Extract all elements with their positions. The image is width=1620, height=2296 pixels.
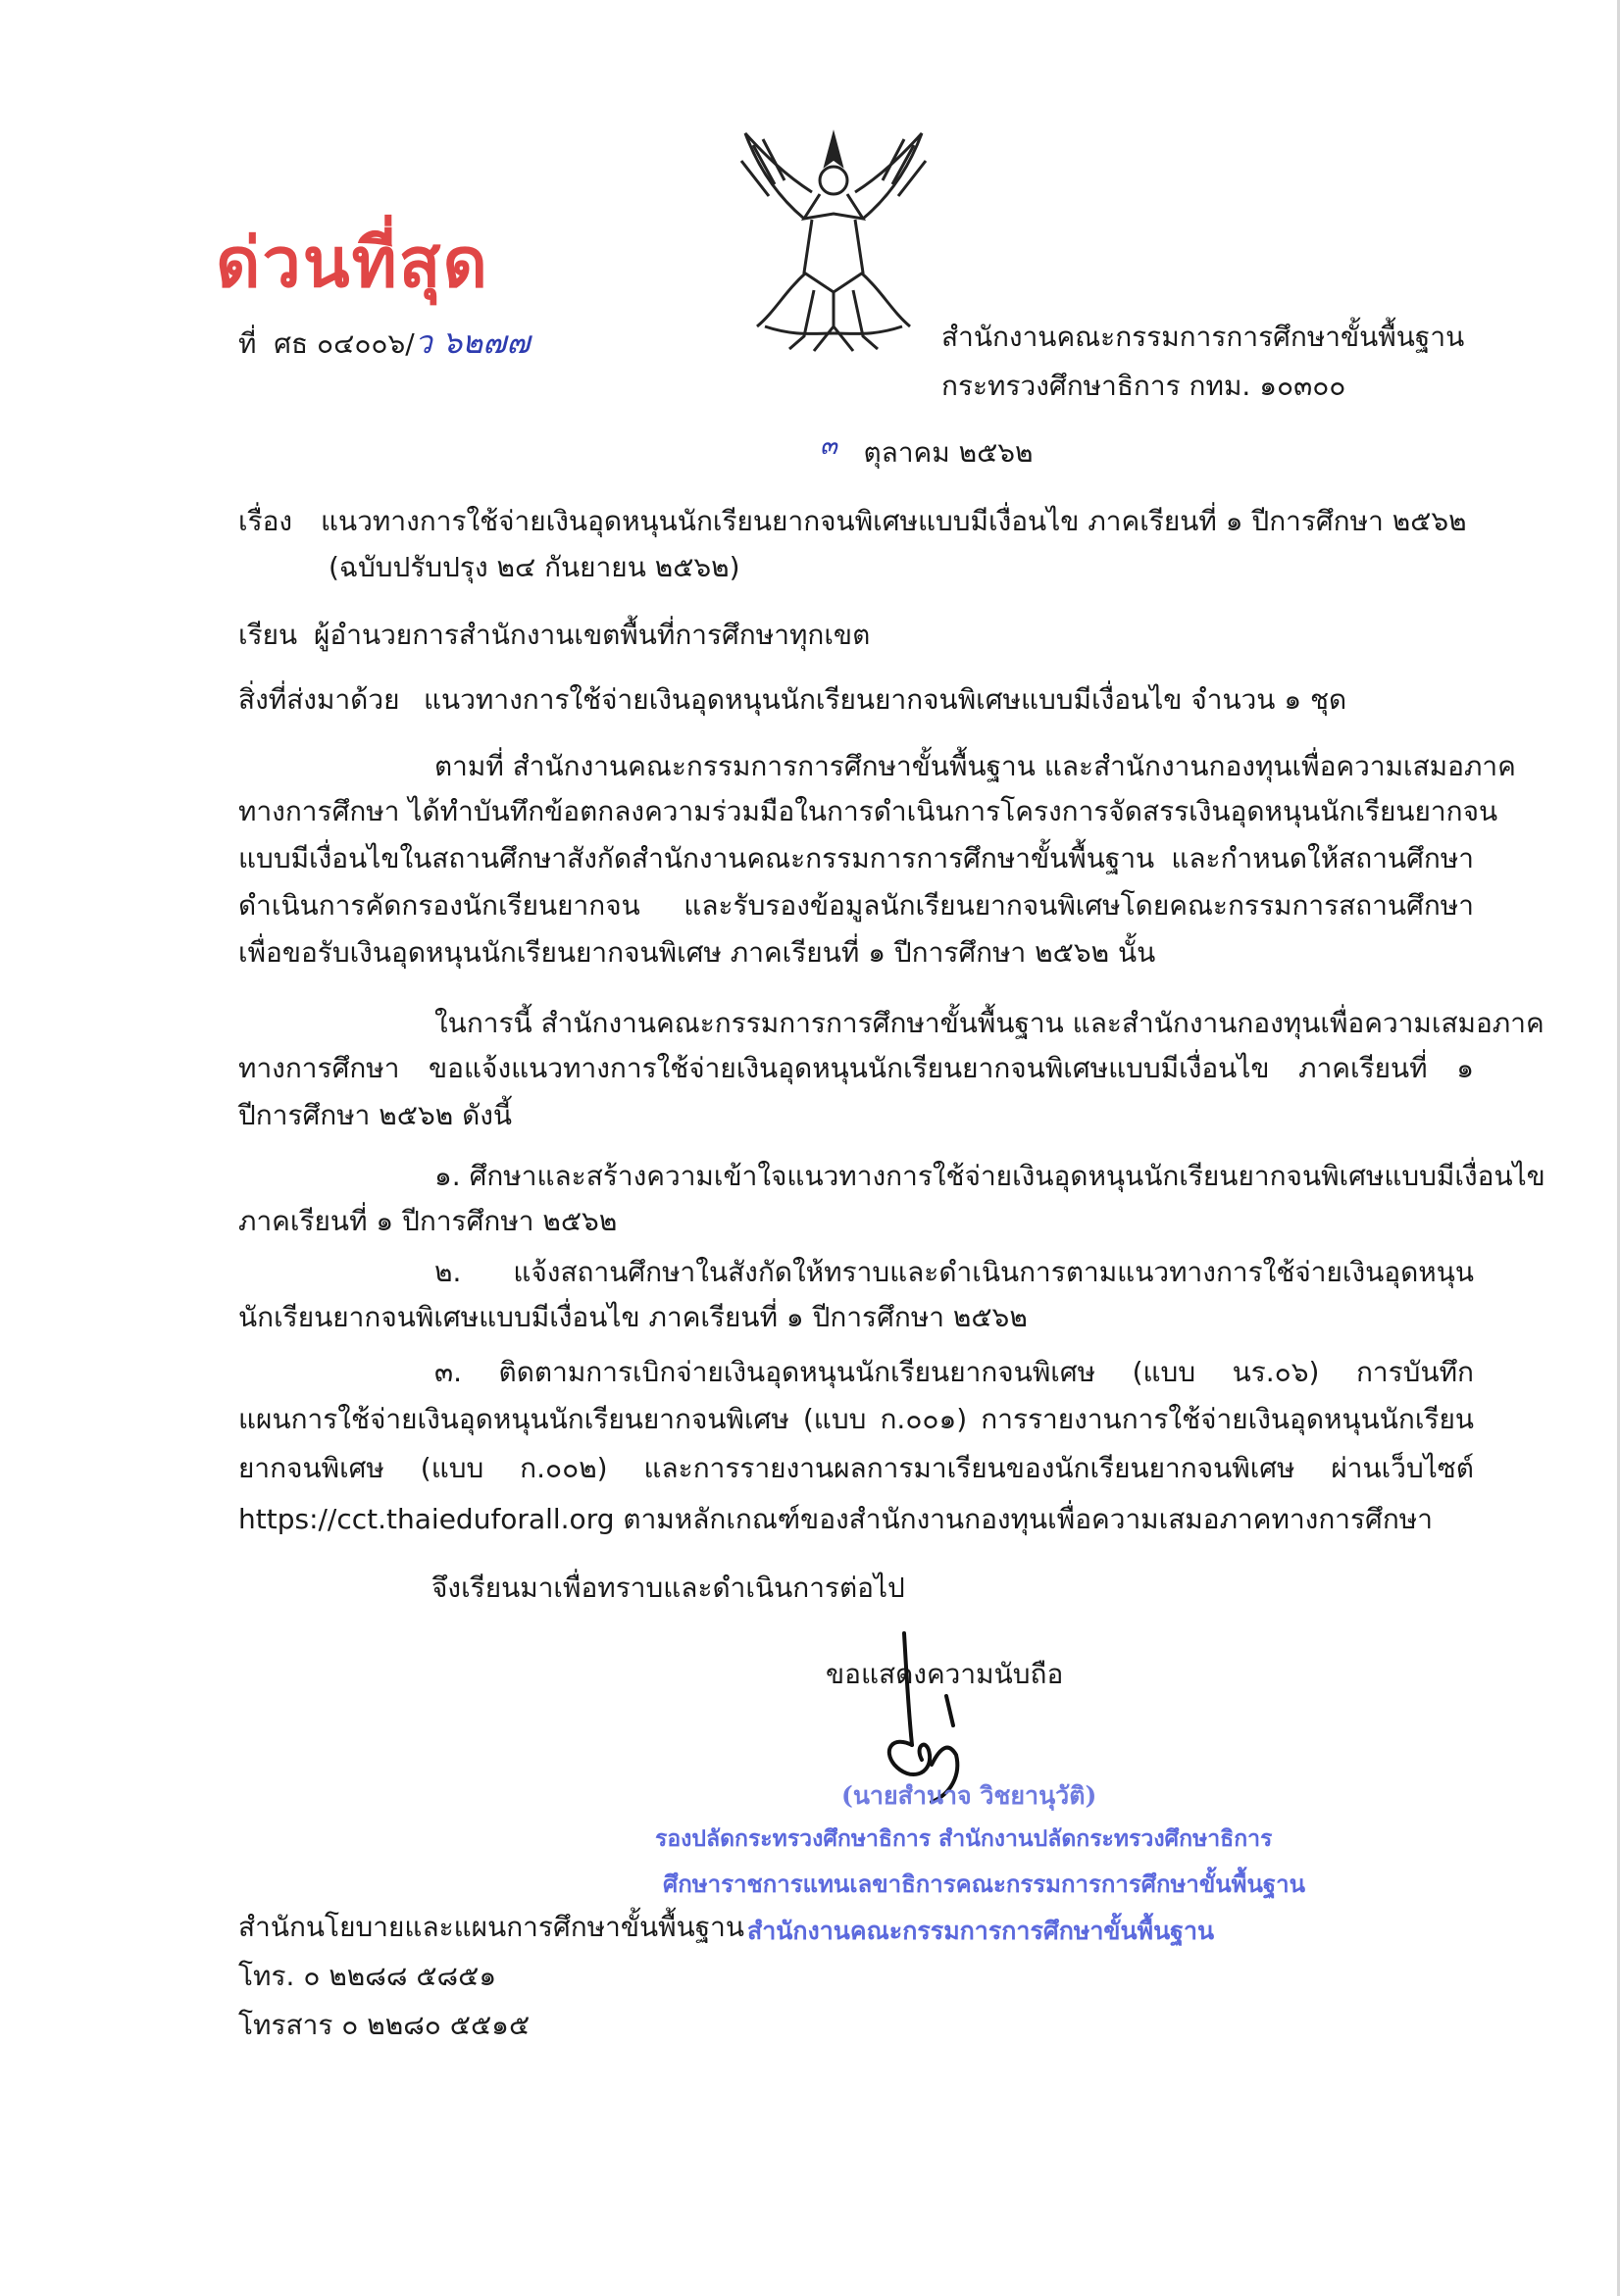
reference-label: ที่: [238, 327, 257, 360]
paragraph-2-line: ปีการศึกษา ๒๕๖๒ ดังนี้: [238, 1099, 513, 1131]
paragraph-1-line: แบบมีเงื่อนไขในสถานศึกษาสังกัดสำนักงานคณะกรรมการการศึกษาขั้นพื้นฐาน และกำหนดให้สถานศึกษา: [238, 842, 1474, 874]
paragraph-1-line: เพื่อขอรับเงินอุดหนุนนักเรียนยากจนพิเศษ ภาคเรียนที่ ๑ ปีการศึกษา ๒๕๖๒ นั้น: [238, 936, 1156, 969]
sender-address: กระทรวงศึกษาธิการ กทม. ๑๐๓๐๐: [941, 370, 1346, 402]
signatory-title-1: รองปลัดกระทรวงศึกษาธิการ สำนักงานปลัดกระทรวงศึกษาธิการ: [655, 1826, 1273, 1852]
reference-number: [238, 318, 530, 368]
footer-fax: โทรสาร ๐ ๒๒๘๐ ๕๕๑๕: [238, 2009, 531, 2041]
paragraph-2-line: ในการนี้ สำนักงานคณะกรรมการการศึกษาขั้นพื้นฐาน และสำนักงานกองทุนเพื่อความเสมอภาค: [434, 1007, 1544, 1039]
item-2-line: ๒. แจ้งสถานศึกษาในสังกัดให้ทราบและดำเนินการตามแนวทางการใช้จ่ายเงินอุดหนุน: [434, 1256, 1474, 1288]
date-month-year: ตุลาคม ๒๕๖๒: [863, 436, 1034, 469]
item-3-line: ยากจนพิเศษ (แบบ ก.๐๐๒) และการรายงานผลการมาเรียนของนักเรียนยากจนพิเศษ ผ่านเว็บไซต์: [238, 1452, 1474, 1484]
signatory-title-2: ศึกษาราชการแทนเลขาธิการคณะกรรมการการศึกษาขั้นพื้นฐาน: [663, 1871, 1306, 1898]
paragraph-2-line: ทางการศึกษา ขอแจ้งแนวทางการใช้จ่ายเงินอุดหนุนนักเรียนยากจนพิเศษแบบมีเงื่อนไข ภาคเรียนที่ ๑: [238, 1052, 1474, 1084]
signatory-name: (นายสำนาจ วิชยานุวัติ): [841, 1781, 1097, 1810]
subject-line1: แนวทางการใช้จ่ายเงินอุดหนุนนักเรียนยากจนพิเศษแบบมีเงื่อนไข ภาคเรียนที่ ๑ ปีการศึกษา ๒๕๖๒: [321, 505, 1467, 537]
date-day-handwritten: ๓: [820, 431, 837, 461]
item-1-line: ภาคเรียนที่ ๑ ปีการศึกษา ๒๕๖๒: [238, 1205, 618, 1237]
item-3-line: ๓. ติดตามการเบิกจ่ายเงินอุดหนุนนักเรียนยากจนพิเศษ (แบบ นร.๐๖) การบันทึก: [434, 1356, 1474, 1388]
salutation: ขอแสดงความนับถือ: [826, 1658, 1064, 1690]
item-3-line: https://cct.thaieduforall.org ตามหลักเกณฑ์ของสำนักงานกองทุนเพื่อความเสมอภาคทางการศึกษา: [238, 1503, 1433, 1535]
footer-department: สำนักนโยบายและแผนการศึกษาขั้นพื้นฐาน: [238, 1911, 745, 1943]
to-label: เรียน: [238, 619, 298, 651]
item-1-line: ๑. ศึกษาและสร้างความเข้าใจแนวทางการใช้จ่ายเงินอุดหนุนนักเรียนยากจนพิเศษแบบมีเงื่อนไข: [434, 1160, 1545, 1192]
paragraph-1-line: ทางการศึกษา ได้ทำบันทึกข้อตกลงความร่วมมือในการดำเนินการโครงการจัดสรรเงินอุดหนุนนักเรียนยากจน: [238, 795, 1498, 827]
date: [820, 431, 1034, 474]
footer-phone: โทร. ๐ ๒๒๘๘ ๕๘๕๑: [238, 1960, 497, 1992]
enclosure-label: สิ่งที่ส่งมาด้วย: [238, 683, 400, 716]
reference-code: ศธ ๐๔๐๐๖/: [274, 327, 415, 360]
garuda-emblem-icon: [735, 125, 941, 361]
urgency-stamp: ด่วนที่สุด: [216, 222, 489, 303]
item-3-line: แผนการใช้จ่ายเงินอุดหนุนนักเรียนยากจนพิเศษ (แบบ ก.๐๐๑) การรายงานการใช้จ่ายเงินอุดหนุนนักเรียน: [238, 1403, 1474, 1435]
subject-label: เรื่อง: [238, 505, 293, 537]
closing-sentence: จึงเรียนมาเพื่อทราบและดำเนินการต่อไป: [431, 1572, 905, 1604]
signatory-title-3: สำนักงานคณะกรรมการการศึกษาขั้นพื้นฐาน: [747, 1917, 1215, 1945]
reference-handwritten: ว ๖๒๗๗: [414, 324, 531, 361]
to-recipient: ผู้อำนวยการสำนักงานเขตพื้นที่การศึกษาทุกเขต: [314, 619, 871, 651]
enclosure-text: แนวทางการใช้จ่ายเงินอุดหนุนนักเรียนยากจนพิเศษแบบมีเงื่อนไข จำนวน ๑ ชุด: [424, 683, 1347, 716]
sender-office: สำนักงานคณะกรรมการการศึกษาขั้นพื้นฐาน: [941, 321, 1465, 353]
paragraph-1-line: ตามที่ สำนักงานคณะกรรมการการศึกษาขั้นพื้นฐาน และสำนักงานกองทุนเพื่อความเสมอภาค: [434, 750, 1516, 782]
paragraph-1-line: ดำเนินการคัดกรองนักเรียนยากจน และรับรองข้อมูลนักเรียนยากจนพิเศษโดยคณะกรรมการสถานศึกษา: [238, 889, 1474, 922]
subject-line2: (ฉบับปรับปรุง ๒๔ กันยายน ๒๕๖๒): [329, 551, 740, 583]
item-2-line: นักเรียนยากจนพิเศษแบบมีเงื่อนไข ภาคเรียนที่ ๑ ปีการศึกษา ๒๕๖๒: [238, 1301, 1028, 1333]
